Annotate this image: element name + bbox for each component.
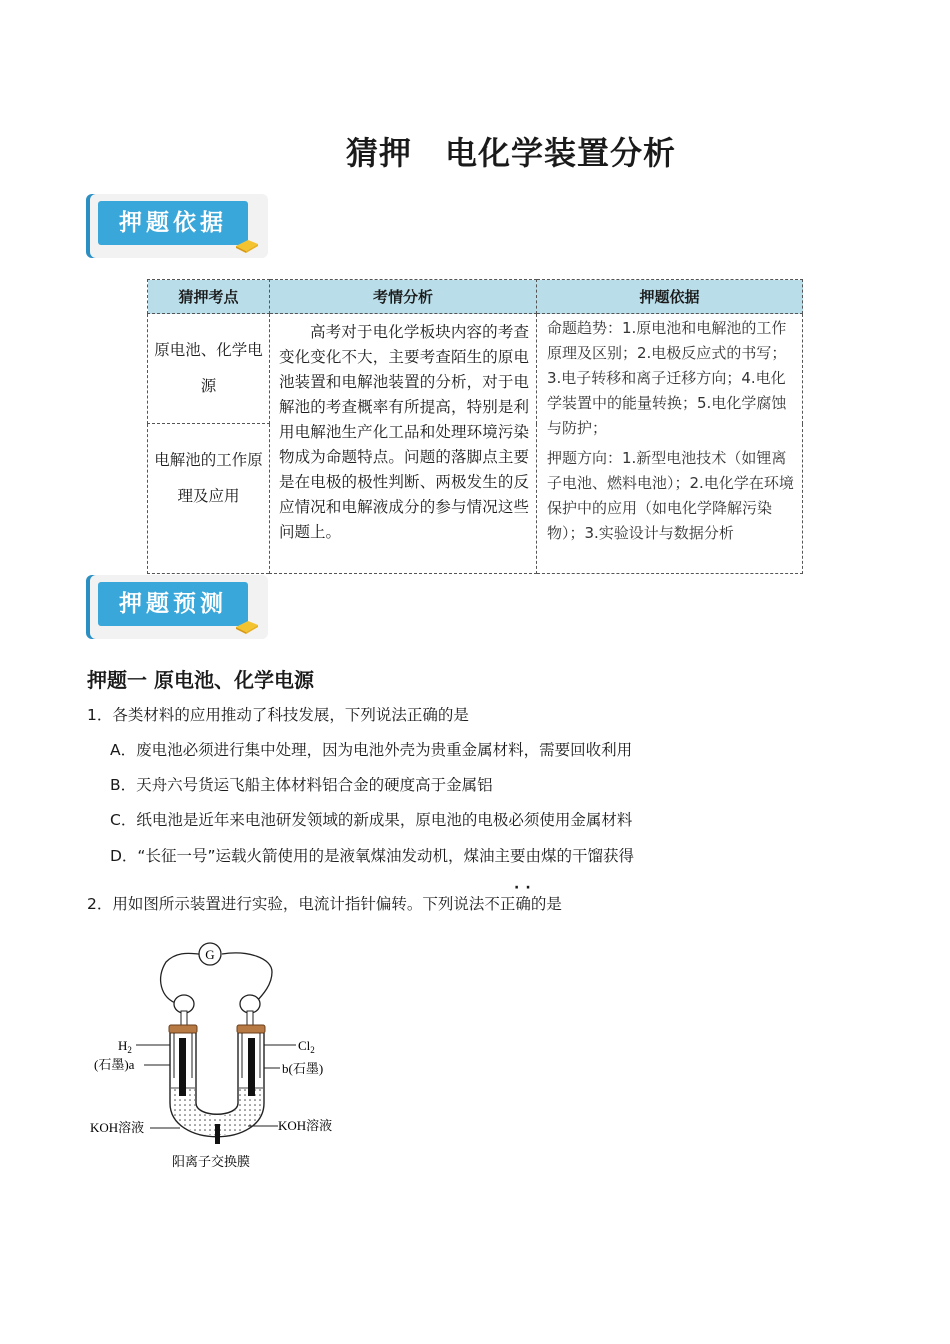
question-1-option-a: A．废电池必须进行集中处理，因为电池外壳为贵重金属材料，需要回收利用: [110, 741, 633, 759]
question-1-option-c: C．纸电池是近年来电池研发领域的新成果，原电池的电极必须使用金属材料: [110, 811, 633, 829]
electrode-a-label: (石墨)a: [94, 1057, 135, 1072]
direction-text: 押题方向：1.新型电池技术（如锂离子电池、燃料电池）；2.电化学在环境保护中的应用（如电化学降解污染物）；3.实验设计与数据分析: [547, 449, 794, 542]
emphasis-dots: ··: [514, 880, 537, 896]
membrane-label: 阳离子交换膜: [172, 1154, 251, 1169]
section-heading: 押题一 原电池、化学电源: [87, 668, 314, 692]
membrane-icon: [215, 1124, 220, 1144]
cl2-label: Cl: [298, 1038, 311, 1053]
topic-cell: 电解池的工作原理及应用: [154, 451, 263, 505]
question-2-stem: 2．用如图所示装置进行实验，电流计指针偏转。下列说法不正确的是: [87, 895, 562, 913]
svg-text:Cl2: [298, 1038, 315, 1055]
table-header: 押题依据: [537, 280, 803, 314]
topic-cell: 原电池、化学电源: [154, 341, 263, 395]
forecast-banner: [86, 575, 272, 641]
trend-text: 命题趋势：1.原电池和电解池的工作原理及区别；2.电极反应式的书写；3.电子转移和离子迁移方向；4.电化学装置中的能量转换；5.电化学腐蚀与防护；: [547, 319, 787, 437]
basis-table: [147, 279, 803, 574]
table-header: 考情分析: [270, 280, 537, 314]
svg-text:H2: [118, 1038, 132, 1055]
h2-label: H: [118, 1038, 128, 1053]
forecast-banner-label: 押题预测: [98, 582, 248, 626]
page-title: 猜押 电化学装置分析: [345, 134, 676, 172]
koh-left-label: KOH溶液: [90, 1120, 145, 1135]
h2-subscript: 2: [127, 1045, 132, 1055]
koh-right-label: KOH溶液: [278, 1118, 333, 1133]
book-icon: [234, 615, 260, 635]
question-1-option-b: B．天舟六号货运飞船主体材料铝合金的硬度高于金属铝: [110, 776, 493, 794]
basis-banner: [86, 194, 272, 260]
question-1-stem: 1．各类材料的应用推动了科技发展，下列说法正确的是: [87, 706, 469, 724]
electrode-b-label: b(石墨): [282, 1061, 324, 1076]
basis-banner-label: 押题依据: [98, 201, 248, 245]
galvanometer-label: G: [205, 947, 215, 962]
table-header: 猜押考点: [148, 280, 270, 314]
question-1-option-d: D．“长征一号”运载火箭使用的是液氧煤油发动机，煤油主要由煤的干馏获得: [110, 847, 634, 865]
cl2-subscript: 2: [310, 1045, 315, 1055]
book-icon: [234, 234, 260, 254]
u-tube-cell-diagram: [88, 938, 358, 1178]
analysis-cell: 高考对于电化学板块内容的考查变化变化不大，主要考查陌生的原电池装置和电解池装置的分析，对于电解池的考查概率有所提高，特别是利用电解池生产化工品和处理环境污染物成为命题特点。问题的落脚点主要是在电极的极性判断、两极发生的反应情况和电解液成分的参与情况这些问题上。: [279, 323, 529, 541]
